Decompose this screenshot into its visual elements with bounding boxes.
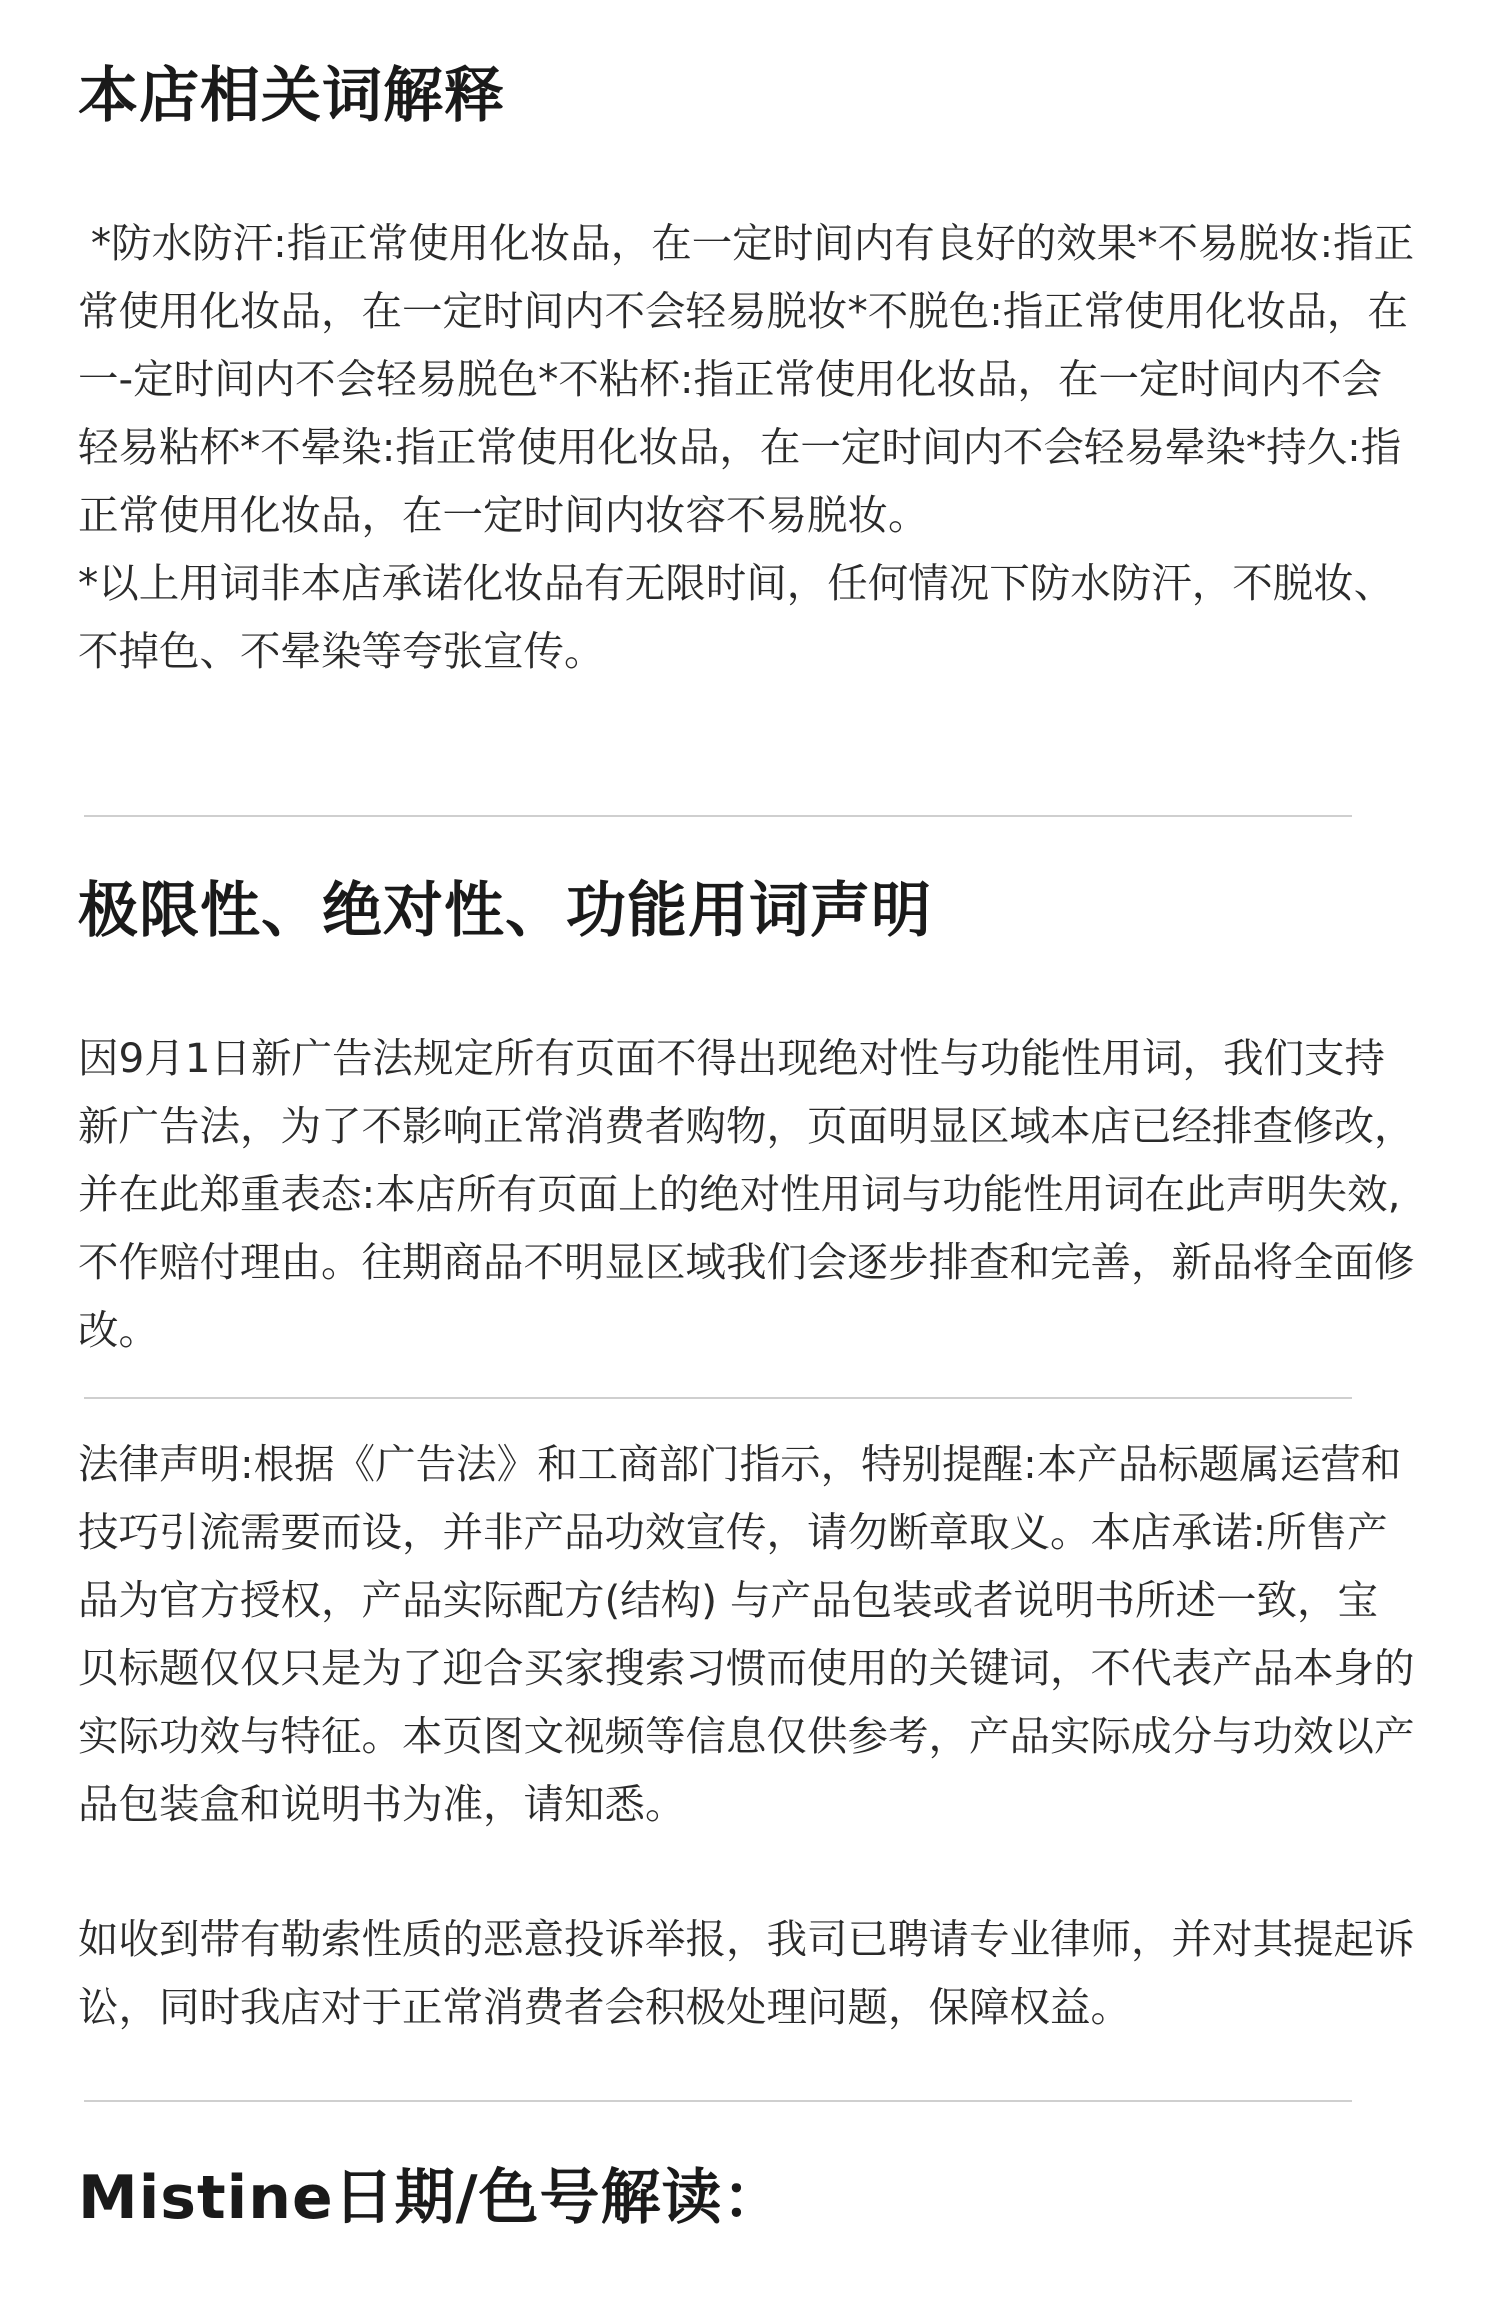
- legal-statement-paragraph: 法律声明:根据《广告法》和工商部门指示，特别提醒:本产品标题属运营和技巧引流需要而设，并非产品功效宣传，请勿断章取义。本店承诺:所售产品为官方授权，产品实际配方(结构) 与产品包装或者说明书所述一致，宝贝标题仅仅只是为了迎合买家搜索习惯而使用的关键词，不代表产品本身的实际功效与特征。本页图文视频等信息仅供参考，产品实际成分与功效以产品包装盒和说明书为准，请知悉。: [78, 1440, 1415, 1828]
- section-divider: [84, 1397, 1352, 1399]
- section-divider: [84, 2100, 1352, 2102]
- declaration-heading: 极限性、绝对性、功能用词声明: [78, 876, 932, 946]
- ad-law-paragraph: 因9月1日新广告法规定所有页面不得出现绝对性与功能性用词，我们支持新广告法，为了不影响正常消费者购物，页面明显区域本店已经排查修改，并在此郑重表态:本店所有页面上的绝对性用词与功能性用词在此声明失效,不作赔付理由。往期商品不明显区域我们会逐步排查和完善，新品将全面修改。: [78, 1034, 1415, 1354]
- complaint-notice-paragraph: 如收到带有勒索性质的恶意投诉举报，我司已聘请专业律师，并对其提起诉讼，同时我店对于正常消费者会积极处理问题，保障权益。: [78, 1915, 1415, 2031]
- section-divider: [84, 815, 1352, 817]
- terms-heading: 本店相关词解释: [78, 61, 505, 131]
- terms-paragraph: *防水防汗:指正常使用化妆品，在一定时间内有良好的效果*不易脱妆:指正常使用化妆品，在一定时间内不会轻易脱妆*不脱色:指正常使用化妆品，在一-定时间内不会轻易脱色*不粘杯:指正常使用化妆品，在一定时间内不会轻易粘杯*不晕染:指正常使用化妆品，在一定时间内不会轻易晕染*持久:指正常使用化妆品，在一定时间内妆容不易脱妆。 *以上用词非本店承诺化妆品有无限时间，任何情况下防水防汗，不脱妆、不掉色、不晕染等夸张宣传。: [78, 219, 1415, 675]
- date-code-heading: Mistine日期/色号解读：: [78, 2163, 784, 2233]
